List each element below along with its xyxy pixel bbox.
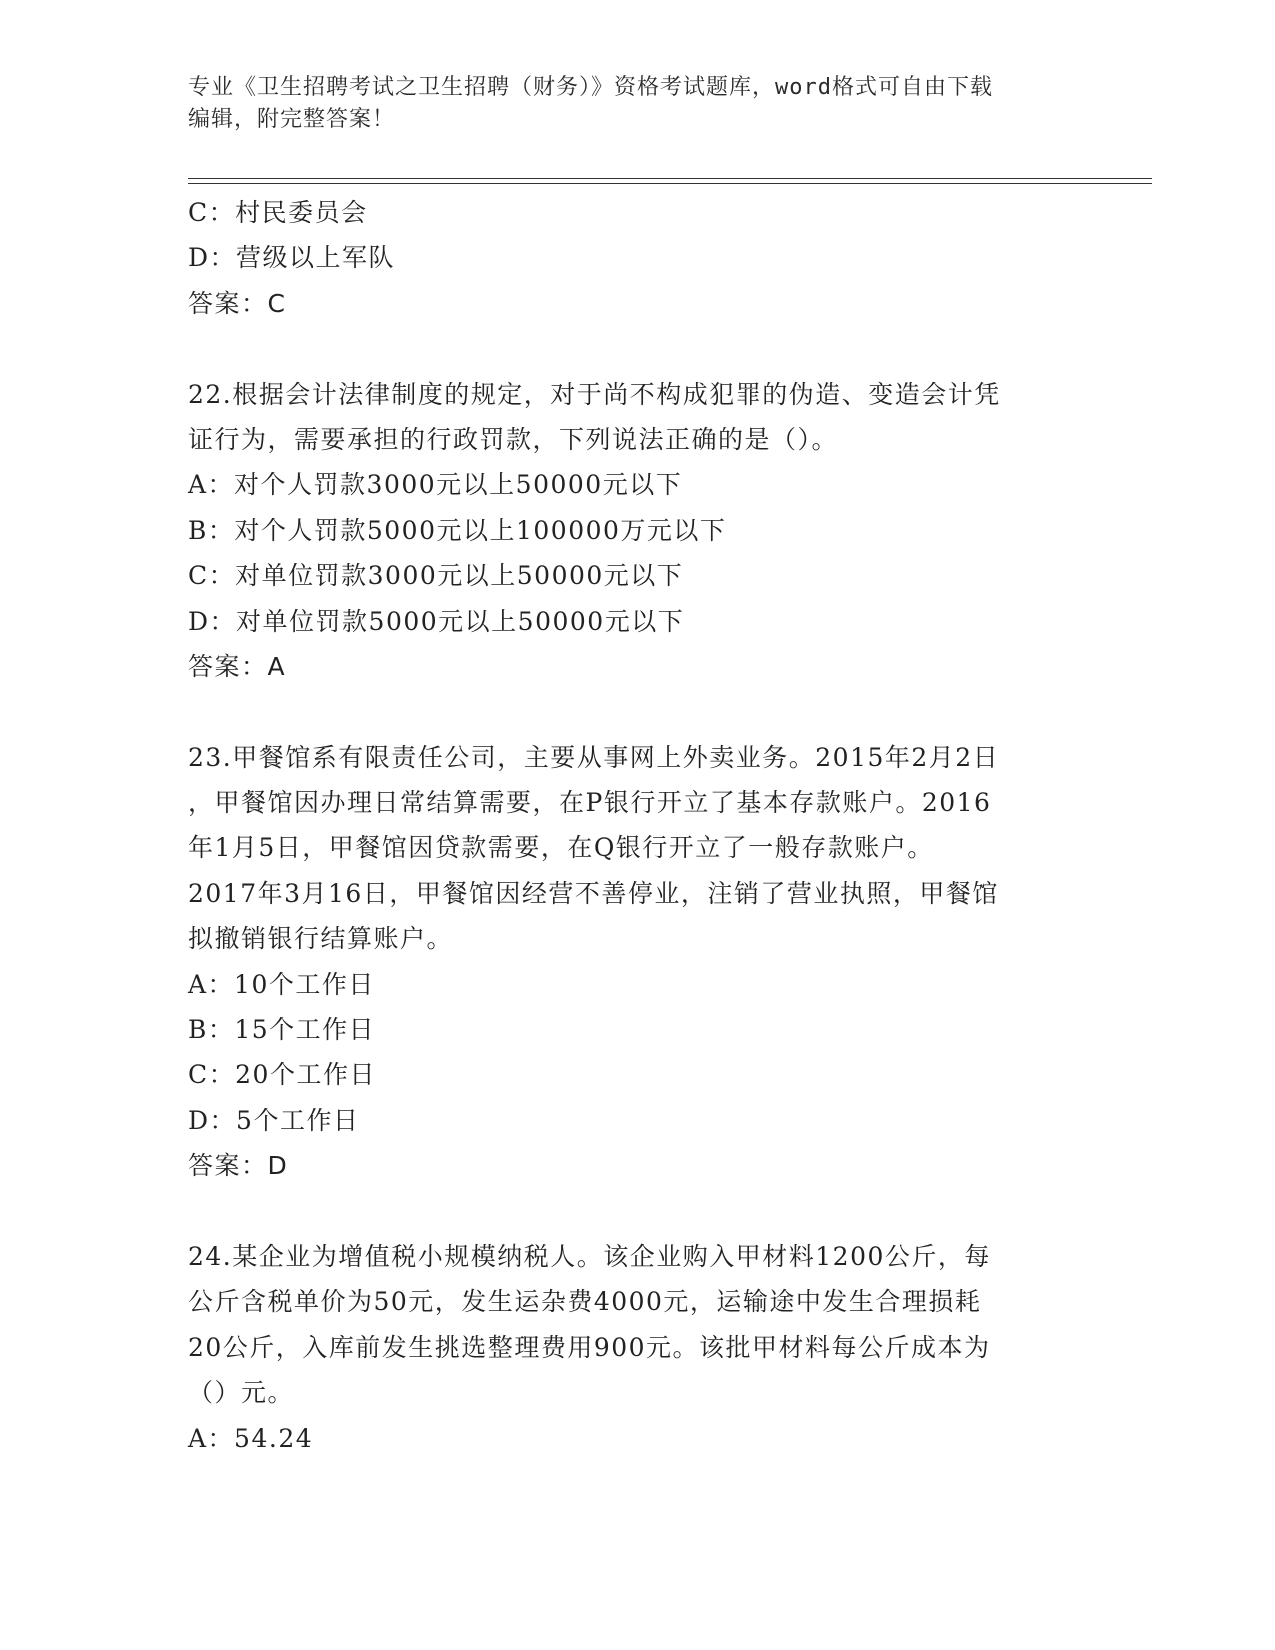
option-b: B：15个工作日 bbox=[188, 1015, 376, 1045]
option-a: A：10个工作日 bbox=[188, 969, 375, 999]
question-stem-line: 年1月5日，甲餐馆因贷款需要，在Q银行开立了一般存款账户。 bbox=[188, 833, 934, 863]
option-a: A：对个人罚款3000元以上50000元以下 bbox=[188, 470, 683, 500]
header-line-1: 专业《卫生招聘考试之卫生招聘（财务）》资格考试题库，word格式可自由下载 bbox=[188, 75, 993, 100]
option-d: D：对单位罚款5000元以上50000元以下 bbox=[188, 606, 685, 636]
question-22 bbox=[188, 372, 1088, 690]
question-stem-line: 拟撤销银行结算账户。 bbox=[188, 924, 454, 954]
question-21-tail bbox=[188, 190, 1088, 326]
spacer bbox=[188, 326, 1088, 371]
question-stem-line: 22.根据会计法律制度的规定，对于尚不构成犯罪的伪造、变造会计凭 bbox=[188, 379, 1001, 409]
question-stem-line: 公斤含税单价为50元，发生运杂费4000元，运输途中发生合理损耗 bbox=[188, 1287, 982, 1317]
option-b: B：对个人罚款5000元以上100000万元以下 bbox=[188, 515, 727, 545]
question-stem-line: ，甲餐馆因办理日常结算需要，在P银行开立了基本存款账户。2016 bbox=[188, 788, 992, 818]
question-23 bbox=[188, 735, 1088, 1189]
spacer bbox=[188, 689, 1088, 734]
question-24 bbox=[188, 1234, 1088, 1461]
question-stem-line: 证行为，需要承担的行政罚款，下列说法正确的是（）。 bbox=[188, 424, 839, 454]
question-stem-line: 20公斤，入库前发生挑选整理费用900元。该批甲材料每公斤成本为 bbox=[188, 1332, 991, 1362]
answer: 答案：A bbox=[188, 651, 287, 681]
question-stem-line: 23.甲餐馆系有限责任公司，主要从事网上外卖业务。2015年2月2日 bbox=[188, 742, 1000, 772]
option-d: D：营级以上军队 bbox=[188, 243, 396, 273]
question-stem-line: （）元。 bbox=[188, 1378, 295, 1408]
spacer bbox=[188, 1189, 1088, 1234]
option-c: C：20个工作日 bbox=[188, 1060, 376, 1090]
header-divider-bottom bbox=[188, 183, 1152, 184]
question-stem-line: 2017年3月16日，甲餐馆因经营不善停业，注销了营业执照，甲餐馆 bbox=[188, 878, 999, 908]
answer: 答案：C bbox=[188, 288, 287, 318]
option-c: C：对单位罚款3000元以上50000元以下 bbox=[188, 561, 684, 591]
answer: 答案：D bbox=[188, 1151, 289, 1181]
question-content bbox=[188, 190, 1088, 1461]
option-a: A：54.24 bbox=[188, 1423, 314, 1453]
document-header bbox=[188, 72, 1068, 136]
option-d: D：5个工作日 bbox=[188, 1105, 360, 1135]
option-c: C：村民委员会 bbox=[188, 198, 368, 227]
header-divider-top bbox=[188, 178, 1152, 179]
header-line-2: 编辑，附完整答案！ bbox=[188, 107, 396, 132]
question-stem-line: 24.某企业为增值税小规模纳税人。该企业购入甲材料1200公斤，每 bbox=[188, 1241, 991, 1271]
